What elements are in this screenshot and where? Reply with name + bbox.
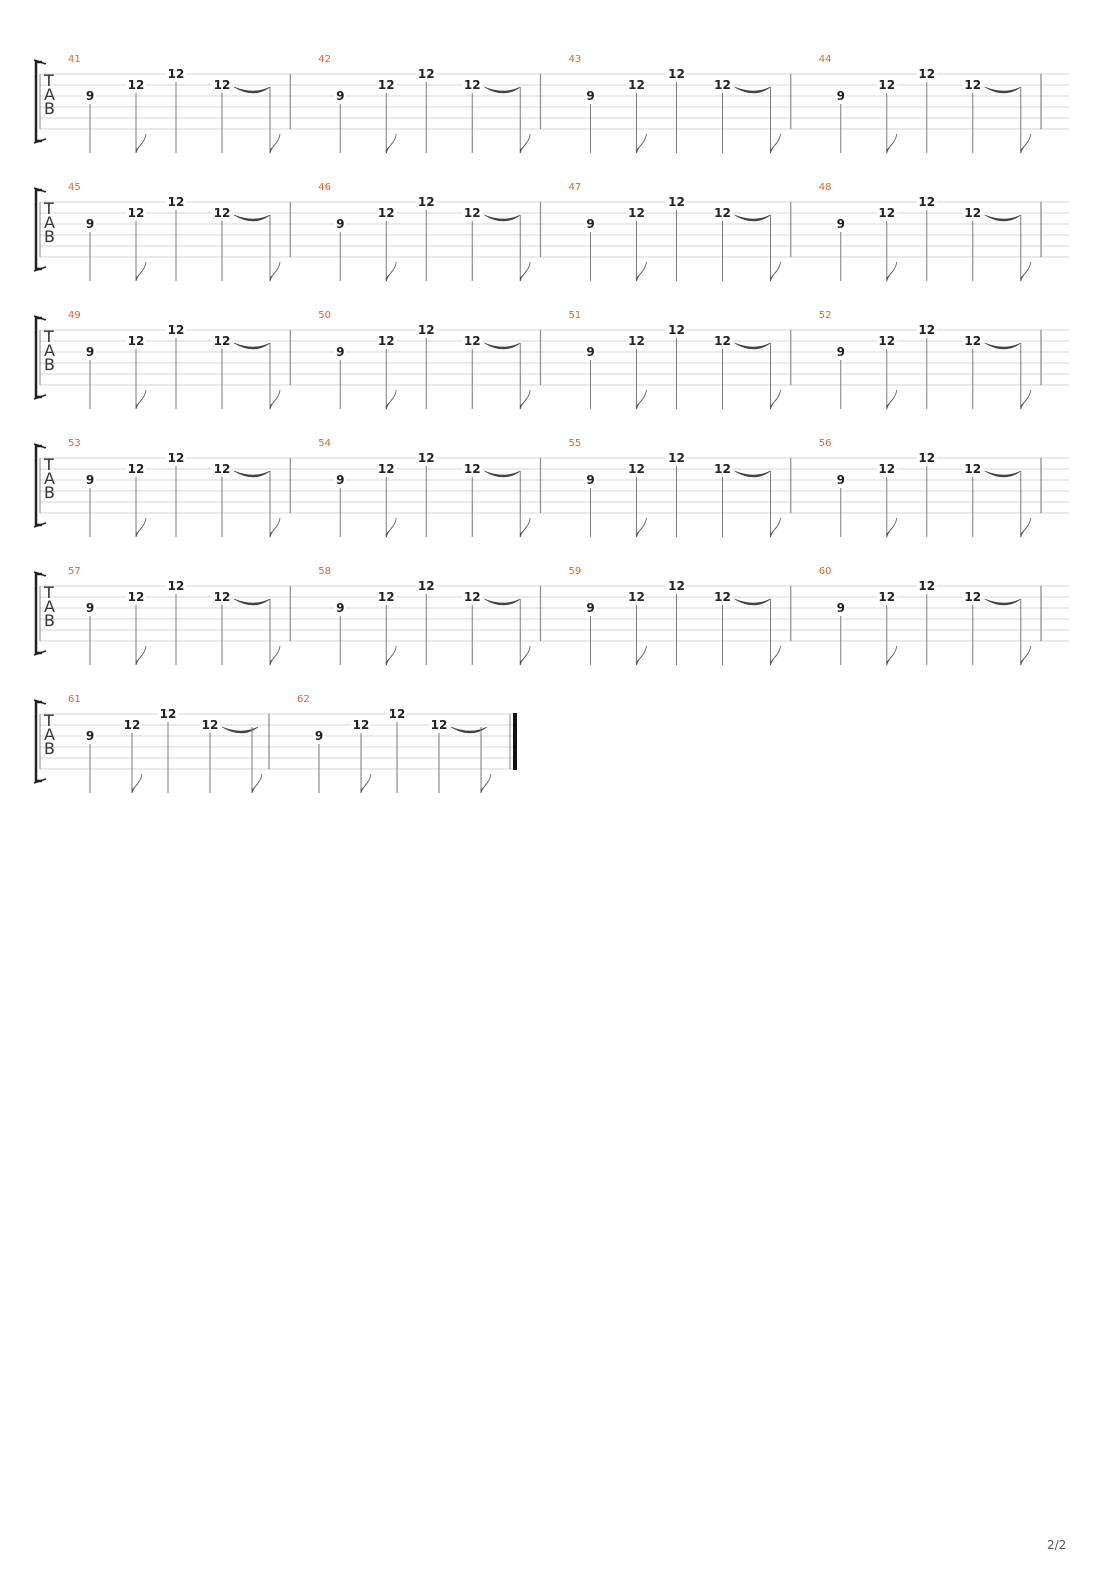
tie-arc	[484, 471, 520, 477]
fret-number: 12	[964, 462, 982, 476]
fret-number: 12	[377, 78, 395, 92]
fret-number: 12	[213, 462, 231, 476]
tab-clef-letter: T	[44, 71, 54, 90]
fret-number: 12	[918, 323, 936, 337]
fret-number: 12	[417, 67, 435, 81]
tie-arc	[735, 599, 771, 605]
fret-number: 12	[127, 590, 145, 604]
fret-number: 12	[127, 462, 145, 476]
measure-number: 46	[318, 182, 331, 193]
fret-number: 12	[463, 78, 481, 92]
measure-number: 50	[318, 310, 331, 321]
eighth-flag	[386, 518, 396, 537]
tab-clef-letter: T	[44, 711, 54, 730]
fret-number: 12	[918, 579, 936, 593]
fret-number: 12	[127, 206, 145, 220]
eighth-flag	[270, 390, 280, 409]
measure-number: 51	[568, 310, 582, 321]
page-number: 2/2	[1047, 1538, 1067, 1552]
fret-number: 12	[668, 579, 685, 593]
measure-number: 49	[68, 310, 81, 321]
fret-number: 12	[213, 590, 231, 604]
fret-number: 9	[836, 345, 845, 359]
fret-number: 12	[628, 334, 645, 348]
eighth-flag	[887, 518, 897, 537]
fret-number: 12	[668, 67, 685, 81]
eighth-flag	[481, 774, 491, 793]
tab-clef-letter: T	[44, 583, 54, 602]
tie-arc	[484, 87, 520, 93]
tab-clef-letter: B	[44, 483, 55, 502]
fret-number: 9	[336, 89, 345, 103]
eighth-flag	[1021, 134, 1031, 153]
fret-number: 12	[377, 206, 395, 220]
tie-arc	[234, 87, 270, 93]
eighth-flag	[520, 134, 530, 153]
measure-number: 59	[568, 566, 582, 577]
tab-clef-letter: B	[44, 99, 55, 118]
fret-number: 12	[668, 451, 685, 465]
eighth-flag	[887, 134, 897, 153]
fret-number: 12	[377, 462, 395, 476]
fret-number: 12	[417, 579, 435, 593]
fret-number: 12	[167, 579, 185, 593]
fret-number: 12	[201, 718, 219, 732]
fret-number: 12	[127, 334, 145, 348]
fret-number: 9	[586, 601, 595, 615]
tie-arc	[985, 471, 1021, 477]
fret-number: 12	[159, 707, 177, 721]
fret-number: 12	[878, 206, 896, 220]
eighth-flag	[252, 774, 262, 793]
eighth-flag	[771, 262, 781, 281]
fret-number: 9	[336, 601, 345, 615]
eighth-flag	[270, 134, 280, 153]
eighth-flag	[637, 134, 647, 153]
eighth-flag	[136, 262, 146, 281]
eighth-flag	[136, 390, 146, 409]
eighth-flag	[771, 134, 781, 153]
tie-arc	[484, 215, 520, 221]
tie-arc	[234, 599, 270, 605]
fret-number: 12	[714, 78, 731, 92]
fret-number: 12	[417, 195, 435, 209]
fret-number: 9	[586, 345, 595, 359]
fret-number: 12	[628, 206, 645, 220]
fret-number: 9	[85, 217, 95, 231]
fret-number: 12	[878, 590, 896, 604]
fret-number: 12	[430, 718, 448, 732]
eighth-flag	[637, 262, 647, 281]
eighth-flag	[887, 646, 897, 665]
tie-arc	[985, 87, 1021, 93]
fret-number: 12	[628, 462, 645, 476]
tie-arc	[222, 727, 258, 733]
eighth-flag	[386, 390, 396, 409]
fret-number: 9	[85, 345, 95, 359]
tab-clef-letter: B	[44, 739, 55, 758]
fret-number: 12	[918, 195, 936, 209]
tab-clef-letter: T	[44, 327, 54, 346]
fret-number: 9	[836, 217, 845, 231]
eighth-flag	[136, 518, 146, 537]
eighth-flag	[386, 134, 396, 153]
tab-clef-letter: A	[44, 85, 55, 104]
eighth-flag	[1021, 262, 1031, 281]
eighth-flag	[270, 646, 280, 665]
fret-number: 12	[463, 334, 481, 348]
fret-number: 12	[167, 67, 185, 81]
eighth-flag	[361, 774, 371, 793]
fret-number: 9	[85, 729, 95, 743]
tie-arc	[484, 343, 520, 349]
eighth-flag	[1021, 390, 1031, 409]
tie-arc	[985, 343, 1021, 349]
fret-number: 12	[918, 451, 936, 465]
tab-clef-letter: A	[44, 725, 55, 744]
eighth-flag	[887, 390, 897, 409]
eighth-flag	[136, 646, 146, 665]
measure-number: 53	[68, 438, 81, 449]
fret-number: 12	[964, 206, 982, 220]
fret-number: 12	[463, 206, 481, 220]
fret-number: 12	[463, 462, 481, 476]
eighth-flag	[520, 390, 530, 409]
measure-number: 47	[568, 182, 582, 193]
tie-arc	[234, 471, 270, 477]
eighth-flag	[771, 390, 781, 409]
tab-clef-letter: A	[44, 213, 55, 232]
fret-number: 12	[388, 707, 406, 721]
fret-number: 12	[918, 67, 936, 81]
tab-clef-letter: B	[44, 227, 55, 246]
fret-number: 9	[836, 473, 845, 487]
tab-clef-letter: T	[44, 199, 54, 218]
fret-number: 12	[352, 718, 370, 732]
measure-number: 56	[818, 438, 832, 449]
eighth-flag	[270, 518, 280, 537]
measure-number: 45	[68, 182, 81, 193]
fret-number: 12	[417, 323, 435, 337]
eighth-flag	[386, 262, 396, 281]
eighth-flag	[270, 262, 280, 281]
measure-number: 54	[318, 438, 331, 449]
fret-number: 9	[836, 89, 845, 103]
fret-number: 12	[127, 78, 145, 92]
measure-number: 62	[297, 694, 310, 705]
fret-number: 12	[714, 334, 731, 348]
fret-number: 9	[836, 601, 845, 615]
fret-number: 12	[377, 590, 395, 604]
fret-number: 9	[336, 217, 345, 231]
eighth-flag	[1021, 518, 1031, 537]
measure-number: 55	[568, 438, 582, 449]
fret-number: 12	[417, 451, 435, 465]
fret-number: 9	[314, 729, 324, 743]
measure-number: 42	[318, 54, 331, 65]
measure-number: 60	[818, 566, 832, 577]
tie-arc	[735, 471, 771, 477]
eighth-flag	[887, 262, 897, 281]
measure-number: 61	[68, 694, 81, 705]
eighth-flag	[771, 646, 781, 665]
fret-number: 12	[714, 590, 731, 604]
fret-number: 9	[586, 473, 595, 487]
fret-number: 12	[878, 334, 896, 348]
tie-arc	[985, 599, 1021, 605]
eighth-flag	[637, 646, 647, 665]
fret-number: 12	[964, 334, 982, 348]
tie-arc	[985, 215, 1021, 221]
fret-number: 9	[586, 89, 595, 103]
tie-arc	[735, 87, 771, 93]
fret-number: 12	[167, 195, 185, 209]
fret-number: 12	[377, 334, 395, 348]
fret-number: 9	[85, 473, 95, 487]
fret-number: 12	[714, 462, 731, 476]
measure-number: 41	[68, 54, 81, 65]
fret-number: 12	[964, 78, 982, 92]
measure-number: 43	[568, 54, 582, 65]
fret-number: 12	[878, 462, 896, 476]
tie-arc	[234, 215, 270, 221]
eighth-flag	[1021, 646, 1031, 665]
measure-number: 48	[818, 182, 832, 193]
fret-number: 12	[668, 323, 685, 337]
eighth-flag	[637, 390, 647, 409]
measure-number: 52	[818, 310, 832, 321]
measure-number: 58	[318, 566, 331, 577]
tie-arc	[735, 215, 771, 221]
fret-number: 9	[85, 89, 95, 103]
fret-number: 9	[85, 601, 95, 615]
fret-number: 12	[463, 590, 481, 604]
tab-clef-letter: A	[44, 341, 55, 360]
tie-arc	[735, 343, 771, 349]
measure-number: 57	[68, 566, 81, 577]
fret-number: 12	[213, 334, 231, 348]
measure-number: 44	[818, 54, 832, 65]
fret-number: 12	[668, 195, 685, 209]
eighth-flag	[637, 518, 647, 537]
fret-number: 12	[167, 323, 185, 337]
tab-clef-letter: T	[44, 455, 54, 474]
fret-number: 9	[586, 217, 595, 231]
fret-number: 9	[336, 345, 345, 359]
tab-clef-letter: A	[44, 597, 55, 616]
fret-number: 12	[878, 78, 896, 92]
tie-arc	[234, 343, 270, 349]
tab-clef-letter: B	[44, 611, 55, 630]
eighth-flag	[386, 646, 396, 665]
tie-arc	[484, 599, 520, 605]
fret-number: 12	[628, 590, 645, 604]
eighth-flag	[520, 262, 530, 281]
eighth-flag	[520, 518, 530, 537]
fret-number: 12	[213, 78, 231, 92]
eighth-flag	[136, 134, 146, 153]
eighth-flag	[132, 774, 142, 793]
fret-number: 12	[213, 206, 231, 220]
final-thick-barline	[513, 713, 517, 770]
fret-number: 12	[714, 206, 731, 220]
fret-number: 12	[167, 451, 185, 465]
fret-number: 12	[964, 590, 982, 604]
eighth-flag	[771, 518, 781, 537]
fret-number: 9	[336, 473, 345, 487]
fret-number: 12	[628, 78, 645, 92]
fret-number: 12	[123, 718, 141, 732]
tab-clef-letter: A	[44, 469, 55, 488]
tab-clef-letter: B	[44, 355, 55, 374]
eighth-flag	[520, 646, 530, 665]
tie-arc	[451, 727, 487, 733]
